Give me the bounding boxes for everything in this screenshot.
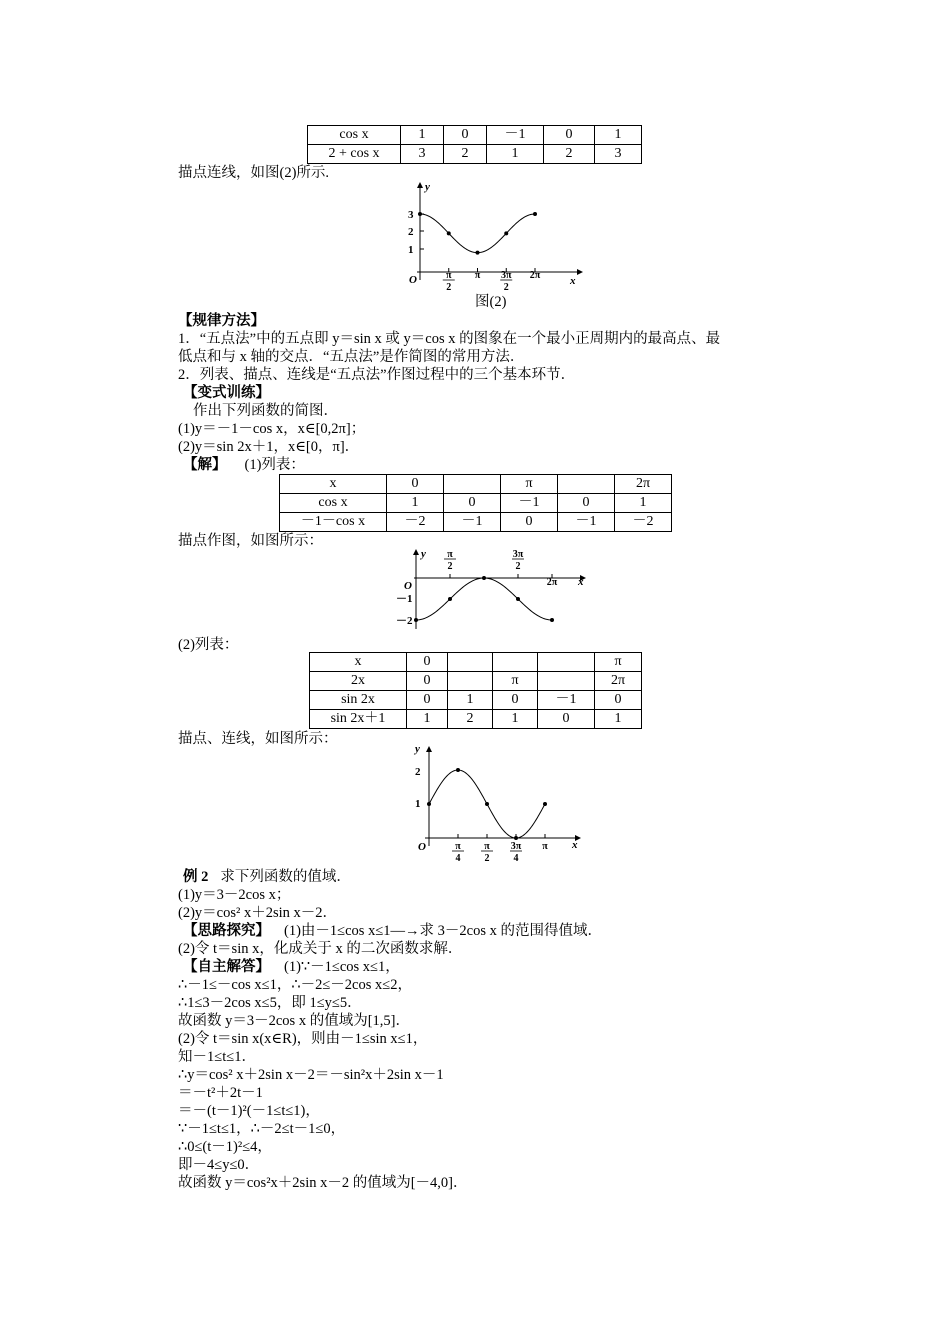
x-tick-text: 2π [529,270,541,281]
table-cell: x [280,475,387,494]
table-cell: －1 [538,691,595,710]
answer-line-10: ∵－1≤t≤1，∴－2≤t－1≤0， [178,1121,346,1137]
table-cell: 2 [544,145,595,164]
x-tick-numerator: π [446,270,452,281]
figure-2-graph [395,180,585,293]
answer-label: 【自主解答】 [183,959,270,975]
data-point [504,231,508,235]
idea-text-1: (1)由－1≤cos x≤1―→求 3－2cos x 的范围得值域． [284,923,602,939]
x-tick-numerator: π [484,841,490,852]
idea-text-2: (2)令 t＝sin x，化成关于 x 的二次函数求解． [178,941,463,957]
example-2-label: 例 2 [183,869,209,885]
table-cell: 1 [407,710,448,729]
y-axis-label: y [425,181,430,193]
table-cell: 0 [444,126,487,145]
table-cell: 2 [448,710,493,729]
table-cos-values [307,125,642,164]
y-tick-1: 1 [415,798,421,810]
idea-line-1 [183,922,602,940]
table-row [280,513,672,532]
data-point [414,618,418,622]
table-cell [558,475,615,494]
x-tick-label [481,841,493,864]
y-tick-2: 2 [415,766,421,778]
data-point [482,576,486,580]
x-tick-label [444,549,456,572]
table-cell [448,672,493,691]
answer-line-8: ＝－t²＋2t－1 [178,1085,263,1101]
table-cell: 2x [310,672,407,691]
table-cell: －1 [444,513,501,532]
data-point [543,802,547,806]
method-p2: 2．列表、描点、连线是“五点法”作图过程中的三个基本环节． [178,367,576,383]
table-cell: 1 [487,145,544,164]
table-cell: 1 [615,494,672,513]
answer-line-7: ∴y＝cos² x＋2sin x－2＝－sin²x＋2sin x－1 [178,1067,444,1083]
x-tick-label [443,270,455,293]
x-tick-label [452,841,464,864]
table-row [310,672,642,691]
table-cell: 3 [401,145,444,164]
x-tick-denominator: 2 [446,282,452,293]
x-axis-label: x [570,275,576,287]
example-2-q2: (2)y＝cos² x＋2sin x－2． [178,905,338,921]
text-plot-note: 描点连线，如图(2)所示. [178,165,330,181]
table-cell: cos x [308,126,401,145]
data-point [427,802,431,806]
table-cell: 2π [615,475,672,494]
table-row [308,126,642,145]
example-2-heading [183,868,351,886]
table-cell: 1 [595,710,642,729]
table-row [310,691,642,710]
data-point [550,618,554,622]
table-cell: －1－cos x [280,513,387,532]
table-neg-cos-values [279,474,672,532]
section-title-method: 【规律方法】 [178,313,265,329]
solution-text: (1)列表： [244,457,305,473]
figure-4-graph [405,742,585,867]
x-tick-label [512,549,524,572]
method-p1a: 1．“五点法”中的五点即 y＝sin x 或 y＝cos x 的图象在一个最小正周期内的最高点、最 [178,331,721,347]
table-cell: 0 [501,513,558,532]
x-ticks [444,549,558,588]
table-cell: 0 [407,672,448,691]
data-point [516,597,520,601]
variant-intro: 作出下列函数的简图． [193,403,338,419]
table-cell: 1 [448,691,493,710]
x-tick-denominator: 2 [447,561,453,572]
table-cell: 1 [387,494,444,513]
figure-3-graph [392,545,592,633]
answer-text-1: (1)∵－1≤cos x≤1， [284,959,400,975]
y-tick-neg2: －2 [396,615,413,627]
data-points [414,576,554,622]
answer-line-3: ∴1≤3－2cos x≤5，即 1≤y≤5． [178,995,362,1011]
text-plot-note-2: 描点作图，如图所示： [178,533,323,549]
table-cell: 0 [558,494,615,513]
x-axis-label: x [578,576,584,588]
origin-label: O [418,841,426,853]
table-cell: 1 [595,126,642,145]
variant-q1: (1)y＝－1－cos x，x∈[0,2π]； [178,421,366,437]
origin-label: O [409,274,417,286]
answer-line-2: ∴－1≤－cos x≤1，∴－2≤－2cos x≤2， [178,977,412,993]
answer-line-1 [183,958,400,976]
x-tick-denominator: 4 [455,853,461,864]
example-2-text: 求下列函数的值域． [220,869,351,885]
table-cell [538,672,595,691]
table-cell: 0 [444,494,501,513]
answer-line-9: ＝－(t－1)²(－1≤t≤1)， [178,1103,320,1119]
table-cell: 3 [595,145,642,164]
table-cell: －2 [615,513,672,532]
table-cell: π [595,653,642,672]
answer-line-6: 知－1≤t≤1． [178,1049,256,1065]
table-cell: －1 [487,126,544,145]
y-axis-label: y [415,743,420,755]
table-cell: π [493,672,538,691]
table-cell [493,653,538,672]
table-cell: －2 [387,513,444,532]
method-p1b: 低点和与 x 轴的交点．“五点法”是作简图的常用方法． [178,349,525,365]
table-cell: sin 2x [310,691,407,710]
table-cell: x [310,653,407,672]
data-point [456,768,460,772]
data-point [448,597,452,601]
table-cell [444,475,501,494]
x-tick-denominator: 4 [513,853,519,864]
table-cell: π [501,475,558,494]
x-tick-label [530,270,541,281]
table-cell: 0 [407,653,448,672]
text-plot-note-4: 描点、连线，如图所示： [178,731,338,747]
x-tick-denominator: 2 [515,561,521,572]
solution-label: 【解】 [183,457,227,473]
table-sin2x-values [309,652,642,729]
table-cell: 2 [444,145,487,164]
x-tick-label [542,841,548,852]
solution-line [183,456,305,474]
table-cell: 0 [493,691,538,710]
section-title-variant: 【变式训练】 [183,385,270,401]
table-row [308,145,642,164]
y-axis-label: y [421,548,426,560]
x-tick-text: 2π [546,577,558,588]
x-tick-text: π [474,270,481,281]
answer-line-4: 故函数 y＝3－2cos x 的值域为[1,5]． [178,1013,410,1029]
y-tick-3: 3 [408,209,414,221]
answer-line-5: (2)令 t＝sin x(x∈R)，则由－1≤sin x≤1， [178,1031,428,1047]
x-tick-denominator: 2 [503,282,509,293]
x-tick-numerator: 3π [501,270,512,281]
y-tick-2: 2 [408,226,414,238]
x-tick-denominator: 2 [484,853,490,864]
idea-label: 【思路探究】 [183,923,270,939]
origin-label: O [404,580,412,592]
x-axis-label: x [572,839,578,851]
y-tick-1: 1 [408,244,414,256]
x-tick-text: π [542,841,548,852]
curve-2-plus-cos [420,214,535,253]
table-cell: 0 [407,691,448,710]
table-cell: sin 2x＋1 [310,710,407,729]
x-tick-label [510,841,522,864]
table-cell: 1 [493,710,538,729]
x-tick-numerator: 3π [512,549,524,560]
x-tick-label [547,577,558,588]
table-cell: －1 [501,494,558,513]
data-point [447,231,451,235]
table-cell [538,653,595,672]
y-tick-neg1: －1 [396,593,413,605]
data-points [418,212,537,255]
curve-neg1-minus-cos [416,578,552,620]
data-point [485,802,489,806]
table-row [280,475,672,494]
example-2-q1: (1)y＝3－2cos x； [178,887,291,903]
table-cell: －1 [558,513,615,532]
x-tick-numerator: 3π [510,841,522,852]
table-cell: 2π [595,672,642,691]
table-cell: 0 [387,475,444,494]
table-cell: 1 [401,126,444,145]
variant-q2: (2)y＝sin 2x＋1，x∈[0，π]． [178,439,360,455]
data-point [533,212,537,216]
x-tick-numerator: π [455,841,461,852]
table-cell: 0 [544,126,595,145]
answer-line-11: ∴0≤(t－1)²≤4， [178,1139,272,1155]
answer-line-12: 即－4≤y≤0． [178,1157,260,1173]
table-row [310,710,642,729]
table-cell: 2 + cos x [308,145,401,164]
data-point [476,251,480,255]
table-cell: 0 [538,710,595,729]
text-table-intro-3: (2)列表： [178,637,239,653]
answer-line-13: 故函数 y＝cos²x＋2sin x－2 的值域为[－4,0]． [178,1175,468,1191]
table-cell: 0 [595,691,642,710]
figure-2-caption: 图(2) [475,294,507,310]
table-row [310,653,642,672]
x-tick-numerator: π [447,549,453,560]
table-cell: cos x [280,494,387,513]
table-row [280,494,672,513]
table-cell [448,653,493,672]
data-point [418,212,422,216]
x-tick-label [475,270,481,281]
